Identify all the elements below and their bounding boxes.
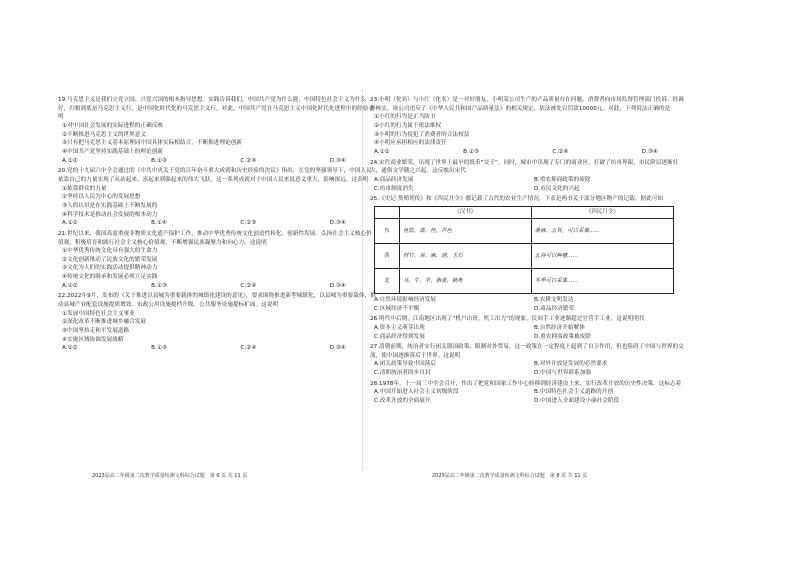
choice-d: D.中国与世界联系加强: [534, 370, 591, 377]
answer-choices: [58, 157, 376, 166]
choice-c: C.清朝统治者固步自封: [374, 370, 431, 377]
question-25: [370, 195, 688, 313]
choice-a: A.①②: [62, 345, 78, 352]
choice-c: C.②④: [552, 148, 569, 155]
table-cell: 五谷可以种植……: [531, 243, 673, 268]
statement-option: ②深化改革不断推进城乡融合发展: [62, 319, 147, 326]
choice-b: B.重农抑商政策的废除: [534, 176, 591, 183]
question-21: [58, 230, 376, 291]
choice-c: C.②④: [240, 345, 257, 352]
question-stem: 26.明代中后期，江南地区出现了“机户出资，机工出力”的现象，民间手工业逐渐超过官营手工业，这说明明代: [370, 316, 645, 323]
statement-option: ③文化为人们的实践活动提供精神动力: [62, 265, 158, 272]
choice-b: B.农耕文明发达: [534, 296, 574, 303]
choice-d: D.市民文化的兴起: [534, 185, 580, 192]
table-header-row: [375, 206, 674, 218]
choice-b: B.①③: [463, 148, 479, 155]
statement-option: ②小红的行为属于依法维权: [374, 122, 442, 129]
statement-option: ④科学技术是推动社会发展的根本动力: [62, 211, 158, 218]
table-cell: 马、牛、羊、旃裘、筋角: [400, 268, 532, 293]
question-stem: 19.马克思主义是我们立党立国、兴党兴国的根本指导思想。实践告诉我们，中国共产党为什么能，中国特色社会主义为什么好，归根到底是马克思主义行，是中国化时代化的马克思主义行。对此，中国共产党在马克思主义中国化时代化进程中的经验表明: [58, 97, 375, 121]
question-stem: 20.党的十九届六中全会通过的《中共中央关于党的百年奋斗重大成就和历史经验的决议》指出，在党的坚强领导下，中国人民依靠自己的力量实现了从站起来、富起来到强起来的伟大飞跃。这一系列成就对于中国人民来说意义重大、影响深远。这表明: [58, 168, 372, 183]
right-page: [370, 96, 688, 456]
table-corner: [375, 206, 400, 218]
statement-option: ④中国共产党坚持实践基础上的理论创新: [62, 148, 164, 155]
question-23: [370, 96, 688, 157]
answer-choices: [370, 360, 688, 377]
choice-d: D.重农抑商政策被废除: [534, 333, 591, 340]
statement-option: ③只有把马克思主义基本原理同中国具体实际相结合，不断推进理论创新: [62, 140, 243, 147]
row-label: 西: [375, 243, 400, 268]
answer-choices: [370, 296, 688, 313]
choice-a: A.中国开始进入社会主义初级阶段: [374, 389, 459, 396]
statement-option: ①发展中国特色社会主义事业: [62, 310, 135, 317]
choice-b: B.①③: [151, 282, 167, 289]
choice-d: D.③④: [329, 282, 346, 289]
table-row: [375, 243, 674, 268]
statement-option: ④小明应承担相应的法律责任: [374, 140, 447, 147]
row-label: 东: [375, 218, 400, 243]
answer-choices: [370, 388, 688, 405]
table-row: [375, 218, 674, 243]
question-19: [58, 96, 376, 165]
page-footer-right: 2023届高二年级第二次教学质量检测文科综合试题 第 8 页 共 11 页: [432, 473, 588, 479]
question-22: [58, 292, 376, 353]
statement-option: ④传统文化的继承和发展必须立足实践: [62, 274, 158, 281]
statement-option: ①小红的行为是正当防卫: [374, 114, 436, 121]
question-26: [370, 315, 688, 341]
question-stem: 23.小明（化名）与小红（化名）是一对好朋友，小明某公司生产的产品质量存在问题，消费者向市场监督管理部门投诉。经调查核实，该公司违反了《中华人民共和国产品质量法》的相关规定，依法被处以罚款10000元。对此，下列说法正确的是: [370, 97, 684, 112]
choice-a: A.①②: [62, 157, 78, 164]
choice-c: C.商品经济得到发展: [374, 333, 425, 340]
answer-choices: [58, 344, 376, 353]
answer-choices: [370, 176, 688, 193]
choice-a: A.①②: [62, 220, 78, 227]
answer-choices: [370, 148, 688, 157]
left-page: [58, 96, 376, 456]
statement-option: ①依靠群众的力量: [62, 185, 107, 192]
choice-b: B.①③: [151, 157, 167, 164]
table-cell: 冬季可以采集……: [531, 268, 673, 293]
question-stem: 28.1978年，十一届三中全会召开，作出了把党和国家工作中心转移到经济建设上来、实行改革开放的历史性决策。这标志着: [370, 380, 682, 387]
question-stem: 21.世纪以来，我国高度重视非物质文化遗产保护工作，推动中华优秀传统文化创造性转化、创新性发展。弘扬社会主义核心价值观，积极培育和践行社会主义核心价值观，不断增强民族凝聚力和向心力。这说明: [58, 230, 372, 246]
choice-d: D.③④: [329, 345, 346, 352]
page-footer-left: 2023届高二年级第二次教学质量检测文科综合试题 第 6 页 共 11 页: [92, 473, 248, 479]
statement-option: ④实施区域协调发展战略: [62, 336, 124, 343]
question-28: [370, 380, 688, 406]
statement-option: ③小明的行为侵犯了消费者的合法权益: [374, 131, 470, 138]
choice-a: A.自然环境影响经济发展: [374, 296, 437, 303]
comparison-table: [374, 206, 674, 294]
table-row: [375, 268, 674, 293]
choice-c: C.②④: [240, 282, 257, 289]
choice-a: A.商品经济发展: [374, 176, 414, 183]
choice-c: C.区域经济不平衡: [374, 305, 420, 312]
choice-d: D.商品经济繁荣: [534, 305, 575, 312]
question-24: [370, 159, 688, 194]
choice-b: B.①③: [151, 345, 167, 352]
question-27: [370, 343, 688, 378]
table-cell: 桑麻、五谷，可以采桑……: [531, 218, 673, 243]
question-stem: 25.《史记·货殖列传》和《四民月令》都记载了古代的农业生产情况，下表是两书关于部分地区物产的记载。据此可知: [370, 196, 664, 203]
choice-a: A.①②: [374, 148, 390, 155]
statement-option: ②文化创新推动了民族文化的繁荣发展: [62, 256, 158, 263]
choice-a: A.闭关政策导致中国落后: [374, 361, 437, 368]
table-cell: 鱼盐、漆、丝，声色: [400, 218, 532, 243]
choice-c: C.②④: [240, 157, 257, 164]
choice-b: B.①④: [151, 220, 167, 227]
statement-option: ②坚持以人民为中心的发展思想: [62, 194, 141, 201]
table-cell: 材竹、谷、麻、旄、玉石: [400, 243, 532, 268]
choice-a: A.资本主义萌芽出现: [374, 324, 425, 331]
statement-option: ①中华优秀传统文化具有强大的生命力: [62, 248, 158, 255]
statement-option: ③中国坚持走和平发展道路: [62, 328, 130, 335]
answer-choices: [58, 282, 376, 291]
choice-d: D.③④: [641, 148, 658, 155]
answer-choices: [370, 324, 688, 341]
question-stem: 22.2022年9月，发布的《关于推进以县城为重要载体的城镇化建设的意见》，要求围绕推进新型城镇化，以县城为重要载体，推动县城产业配套设施提质增效、市政公用设施提档升级、公共服务设施提标扩面。这说明: [58, 293, 376, 309]
statement-option: ①对中国社会发展的实际进程的正确反映: [62, 122, 164, 129]
column-header: 《四民月令》: [531, 206, 673, 218]
question-stem: 27.清朝前期，统治者实行闭关锁国政策，限制对外贸易。这一政策在一定程度上起到了自卫作用，但也阻碍了中国与世界的交流，使中国逐渐落后于世界。这说明: [370, 344, 684, 359]
choice-d: D.中国进入全面建设小康社会阶段: [534, 398, 620, 405]
choice-c: C.改革开放的全面展开: [374, 398, 431, 405]
choice-d: D.③④: [329, 220, 346, 227]
choice-c: C.②③: [240, 220, 257, 227]
row-label: 北: [375, 268, 400, 293]
choice-c: C.坊市制度消失: [374, 185, 414, 192]
question-stem: 24.宋代商业繁荣，出现了世界上最早的纸币“交子”。同时，城市中出现了专门的商业区，打破了坊市界限，市民阶层逐渐壮大，通俗文学随之兴起。这反映出宋代: [370, 159, 679, 175]
choice-b: B.自然经济开始解体: [534, 324, 585, 331]
statement-option: ②不断推进马克思主义的世界意义: [62, 131, 147, 138]
choice-d: D.③④: [329, 157, 346, 164]
choice-a: A.①②: [62, 282, 78, 289]
answer-choices: [58, 219, 376, 228]
column-header: 《汉书》: [400, 206, 532, 218]
choice-b: B.对外开放是发展的必然要求: [534, 361, 608, 368]
question-20: [58, 167, 376, 228]
statement-option: ③人的认识是在实践基础上不断发展的: [62, 202, 158, 209]
choice-b: B.中国特色社会主义道路的开创: [534, 389, 614, 396]
